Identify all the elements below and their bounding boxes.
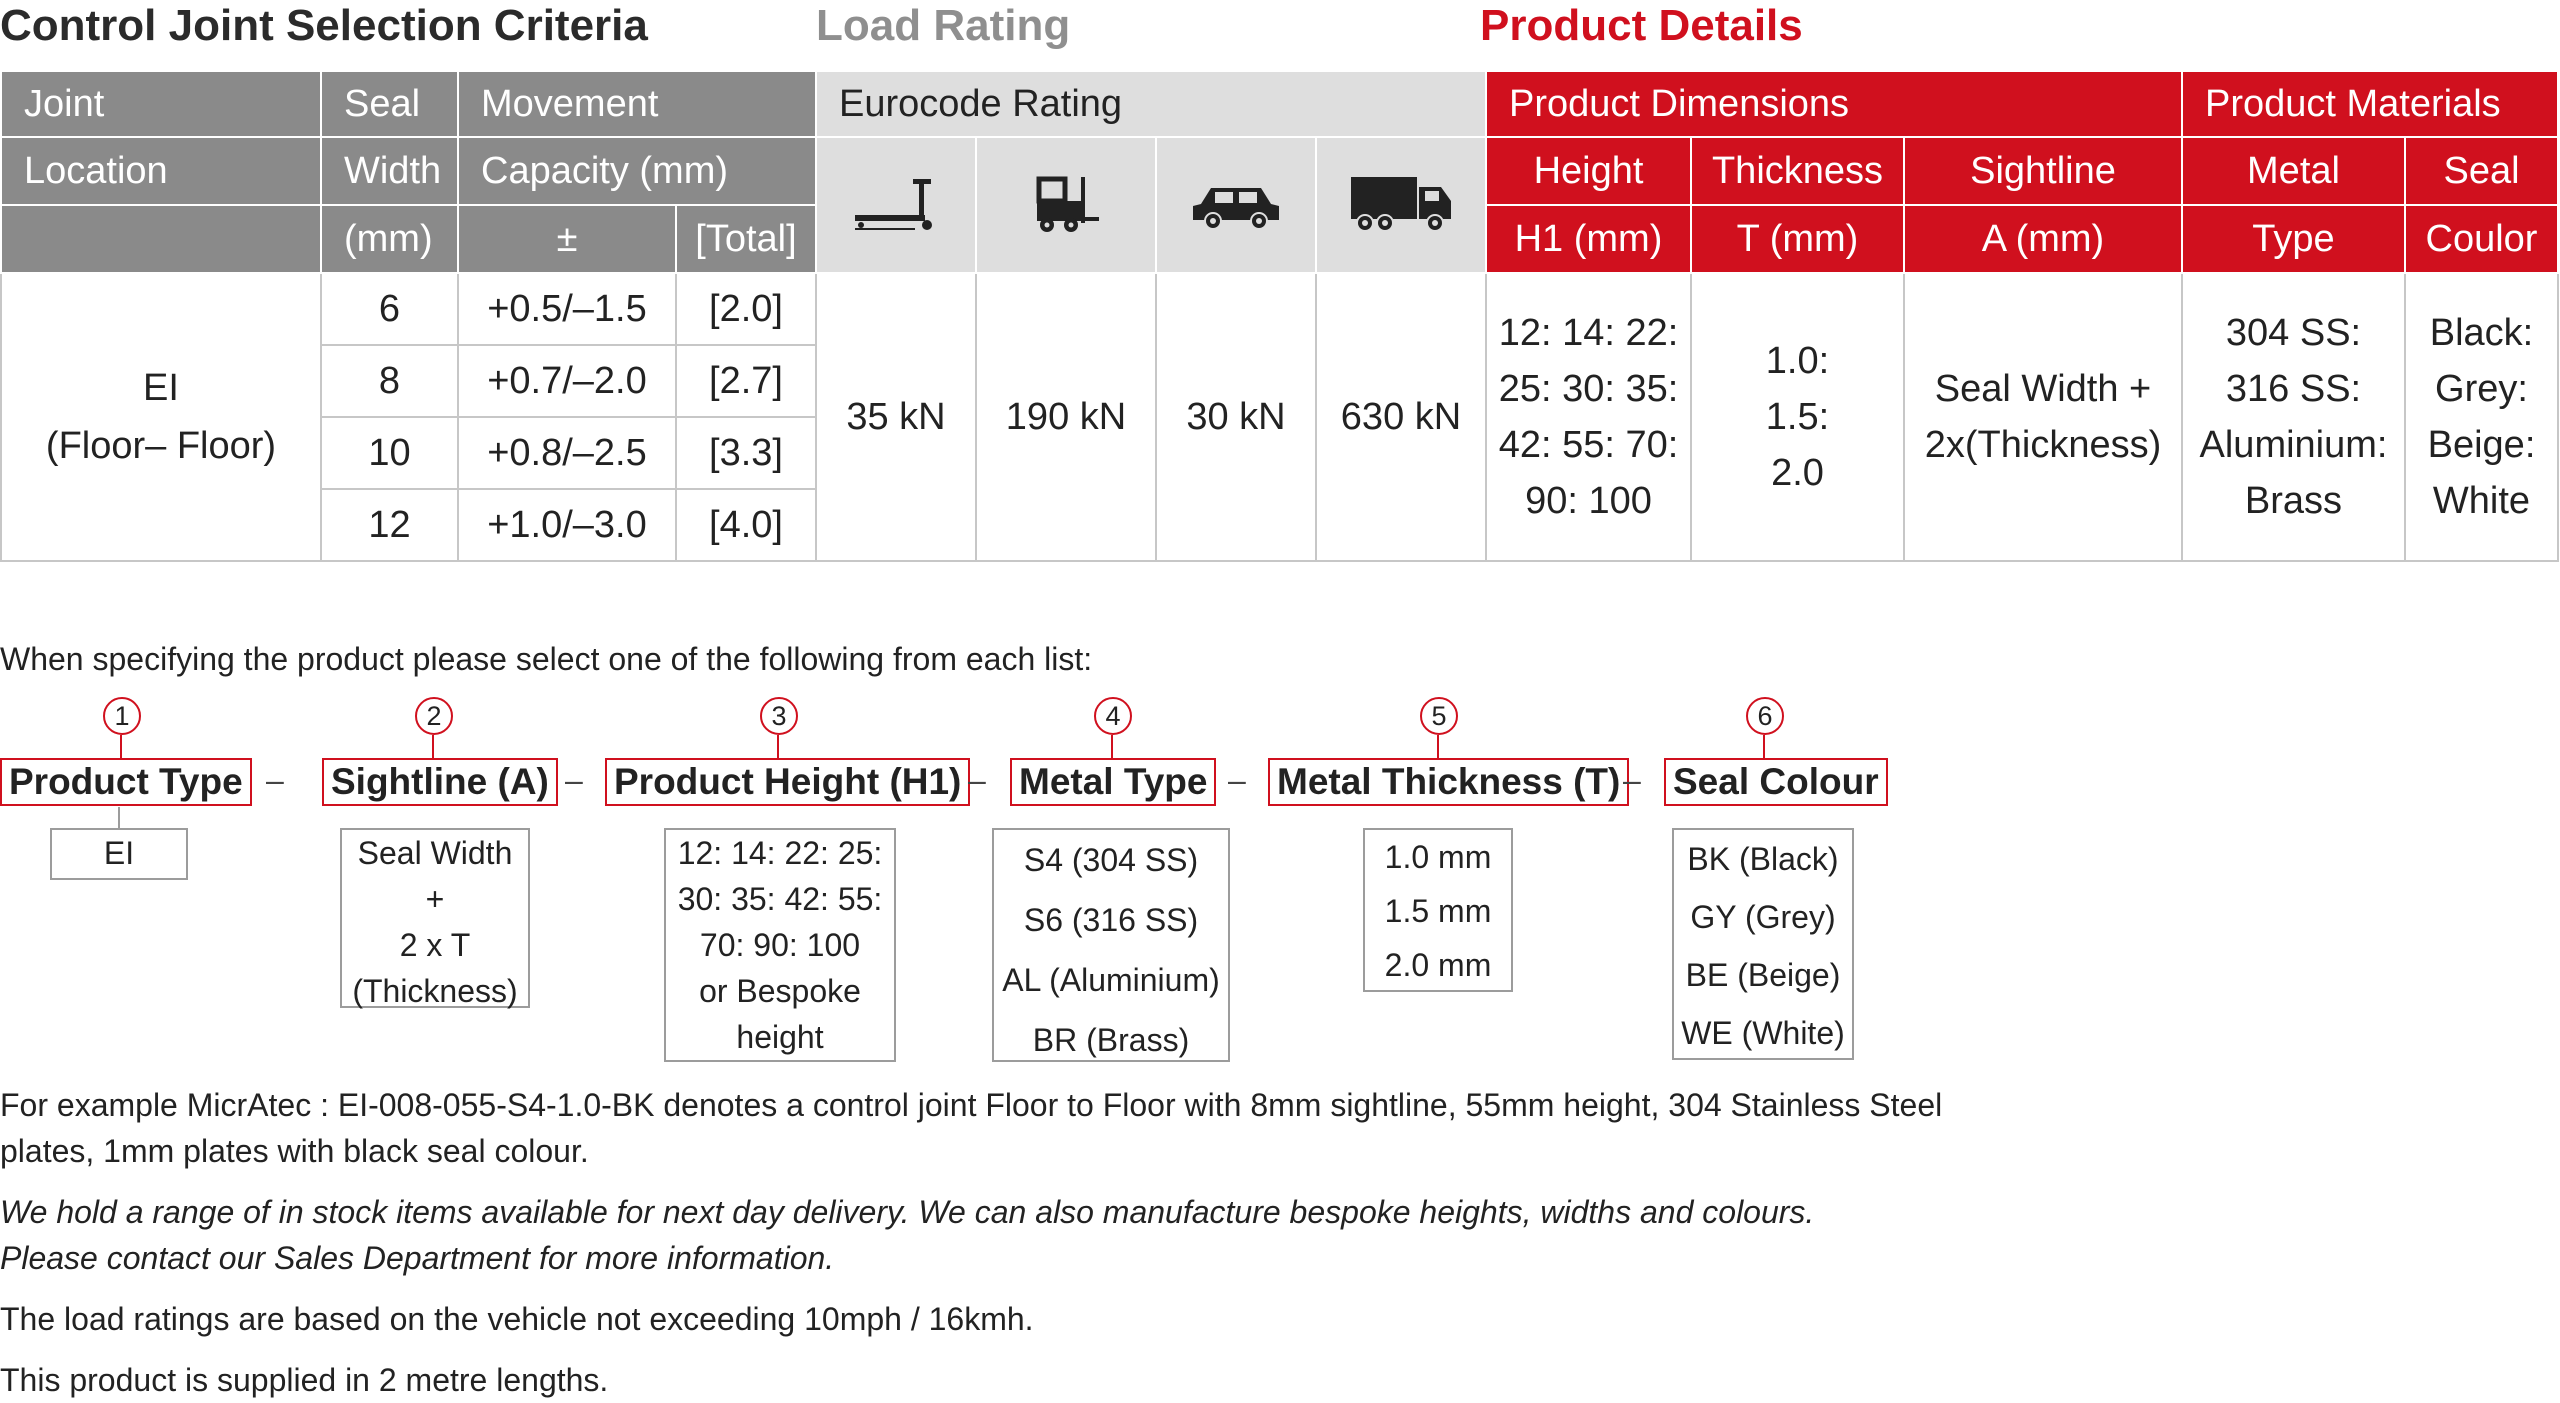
step-number-3: 3 xyxy=(760,697,798,735)
section-title-load-rating: Load Rating xyxy=(816,1,1071,50)
option-item: EI xyxy=(103,835,135,871)
step-number-5: 5 xyxy=(1420,697,1458,735)
metal-line: Brass xyxy=(2244,480,2343,522)
load-value-forklift: 190 kN xyxy=(976,273,1156,561)
header-total: [Total] xyxy=(676,205,816,273)
movement-pm-10: +0.8/–2.5 xyxy=(458,417,676,489)
load-value-truck: 630 kN xyxy=(1316,273,1486,561)
seal-line: Beige: xyxy=(2427,424,2536,466)
option-item: 70: 90: 100 xyxy=(699,927,861,963)
seal-line: White xyxy=(2432,480,2531,522)
stock-note-line-2: Please contact our Sales Department for more information. xyxy=(0,1240,835,1276)
metals-cell xyxy=(2182,273,2405,561)
option-item: 2.0 mm xyxy=(1384,947,1492,983)
sightline-line: 2x(Thickness) xyxy=(1924,424,2162,466)
metal-line: 304 SS: xyxy=(2225,312,2362,354)
separator-dash: – xyxy=(565,762,583,798)
heights-line: 25: 30: 35: xyxy=(1498,368,1679,410)
header-seal-width-2: Width xyxy=(321,137,458,205)
header-seal-2: Coulor xyxy=(2405,205,2558,273)
separator-dash: – xyxy=(266,762,284,798)
header-seal-1: Seal xyxy=(2405,137,2558,205)
header-joint-location-1: Joint xyxy=(1,71,321,137)
joint-location-cell xyxy=(1,273,321,561)
movement-pm-12: +1.0/–3.0 xyxy=(458,489,676,561)
header-sightline-2: A (mm) xyxy=(1904,205,2182,273)
header-joint-blank xyxy=(1,205,321,273)
header-metal-2: Type xyxy=(2182,205,2405,273)
seal-line: Black: xyxy=(2429,312,2534,354)
length-note: This product is supplied in 2 metre lengths. xyxy=(0,1362,609,1398)
header-metal-1: Metal xyxy=(2182,137,2405,205)
product-height-label: Product Height (H1) xyxy=(605,758,970,806)
option-item: 1.0 mm xyxy=(1384,839,1492,875)
step-number-2: 2 xyxy=(415,697,453,735)
header-thickness-2: T (mm) xyxy=(1691,205,1904,273)
header-plus-minus: ± xyxy=(458,205,676,273)
separator-dash: – xyxy=(968,762,986,798)
separator-dash: – xyxy=(1228,762,1246,798)
step-number-1: 1 xyxy=(103,697,141,735)
example-note-line-1: For example MicrAtec : EI-008-055-S4-1.0-BK denotes a control joint Floor to Floor with 8mm sightline, 55mm height, 304 Stainless Steel xyxy=(0,1087,1943,1123)
truck-icon xyxy=(1349,175,1453,235)
heights-cell xyxy=(1486,273,1691,561)
thickness-line: 1.5: xyxy=(1765,396,1830,438)
sightline-cell xyxy=(1904,273,2182,561)
option-item: 1.5 mm xyxy=(1384,893,1492,929)
heights-line: 90: 100 xyxy=(1525,480,1652,522)
metal-line: 316 SS: xyxy=(2225,368,2362,410)
seal-colour-options xyxy=(1672,828,1854,1060)
joint-description: (Floor– Floor) xyxy=(45,425,277,467)
header-seal-width-1: Seal xyxy=(321,71,458,137)
product-height-options xyxy=(664,828,896,1062)
option-item: S4 (304 SS) xyxy=(1023,842,1199,878)
step-number-4: 4 xyxy=(1094,697,1132,735)
option-item: BE (Beige) xyxy=(1685,957,1841,993)
header-movement-1: Movement xyxy=(458,71,816,137)
header-product-materials: Product Materials xyxy=(2182,71,2558,137)
thickness-cell xyxy=(1691,273,1904,561)
step-connector xyxy=(1437,735,1439,758)
seal-width-6: 6 xyxy=(321,273,458,345)
option-item: GY (Grey) xyxy=(1690,899,1836,935)
section-title-product-details: Product Details xyxy=(1480,1,1803,50)
header-sightline-1: Sightline xyxy=(1904,137,2182,205)
option-item: BK (Black) xyxy=(1687,841,1839,877)
car-icon xyxy=(1191,180,1281,230)
step-connector xyxy=(120,735,122,758)
option-item: 30: 35: 42: 55: xyxy=(677,881,883,917)
header-eurocode: Eurocode Rating xyxy=(816,71,1486,137)
option-item: BR (Brass) xyxy=(1032,1022,1190,1058)
option-item: AL (Aluminium) xyxy=(1002,962,1220,998)
heights-line: 42: 55: 70: xyxy=(1498,424,1679,466)
option-item: 12: 14: 22: 25: xyxy=(677,835,883,871)
load-car xyxy=(1156,137,1316,273)
thickness-line: 2.0 xyxy=(1771,452,1824,494)
option-item: WE (White) xyxy=(1681,1015,1845,1051)
header-joint-location-2: Location xyxy=(1,137,321,205)
pallet-truck-icon xyxy=(853,175,939,235)
seal-width-12: 12 xyxy=(321,489,458,561)
sightline-label: Sightline (A) xyxy=(322,758,558,806)
sightline-options xyxy=(340,828,530,1008)
option-item: or Bespoke xyxy=(699,973,861,1009)
heights-line: 12: 14: 22: xyxy=(1498,312,1679,354)
seal-line: Grey: xyxy=(2435,368,2528,410)
seal-width-10: 10 xyxy=(321,417,458,489)
metal-line: Aluminium: xyxy=(2199,424,2388,466)
load-value-car: 30 kN xyxy=(1156,273,1316,561)
option-item: S6 (316 SS) xyxy=(1023,902,1199,938)
header-seal-width-3: (mm) xyxy=(321,205,458,273)
metal-type-label: Metal Type xyxy=(1010,758,1216,806)
metal-thickness-label: Metal Thickness (T) xyxy=(1268,758,1629,806)
seal-width-8: 8 xyxy=(321,345,458,417)
header-product-dimensions: Product Dimensions xyxy=(1486,71,2182,137)
header-movement-2: Capacity (mm) xyxy=(458,137,816,205)
load-truck xyxy=(1316,137,1486,273)
separator-dash: – xyxy=(1623,762,1641,798)
seal-colour-label: Seal Colour xyxy=(1664,758,1888,806)
sightline-line: Seal Width + xyxy=(1934,368,2152,410)
movement-total-8: [2.7] xyxy=(676,345,816,417)
product-type-options xyxy=(50,828,188,880)
spec-table xyxy=(0,70,2559,562)
step-number-6: 6 xyxy=(1746,697,1784,735)
option-item: height xyxy=(736,1019,824,1055)
seals-cell xyxy=(2405,273,2558,561)
header-height-1: Height xyxy=(1486,137,1691,205)
load-value-pallet: 35 kN xyxy=(816,273,976,561)
metal-thickness-options xyxy=(1363,828,1513,992)
movement-total-12: [4.0] xyxy=(676,489,816,561)
section-title-criteria: Control Joint Selection Criteria xyxy=(0,1,648,50)
spec-intro: When specifying the product please select one of the following from each list: xyxy=(0,641,1093,677)
step-connector xyxy=(1763,735,1765,758)
speed-note: The load ratings are based on the vehicle not exceeding 10mph / 16kmh. xyxy=(0,1301,1034,1337)
forklift-icon xyxy=(1031,175,1101,235)
load-forklift xyxy=(976,137,1156,273)
option-item: (Thickness) xyxy=(352,973,518,1009)
joint-type: EI xyxy=(143,367,179,409)
step-connector xyxy=(1111,735,1113,758)
header-height-2: H1 (mm) xyxy=(1486,205,1691,273)
load-pallet-truck xyxy=(816,137,976,273)
stock-note-line-1: We hold a range of in stock items available for next day delivery. We can also manufacture bespoke heights, widths and colours. xyxy=(0,1194,1815,1230)
movement-total-6: [2.0] xyxy=(676,273,816,345)
step-connector xyxy=(432,735,434,758)
example-note-line-2: plates, 1mm plates with black seal colour. xyxy=(0,1133,589,1169)
movement-total-10: [3.3] xyxy=(676,417,816,489)
movement-pm-8: +0.7/–2.0 xyxy=(458,345,676,417)
header-thickness-1: Thickness xyxy=(1691,137,1904,205)
option-connector xyxy=(118,807,120,828)
thickness-line: 1.0: xyxy=(1765,340,1830,382)
product-type-label: Product Type xyxy=(0,758,252,806)
option-item: + xyxy=(425,881,445,917)
step-connector xyxy=(777,735,779,758)
metal-type-options xyxy=(992,828,1230,1062)
option-item: Seal Width xyxy=(357,835,513,871)
option-item: 2 x T xyxy=(399,927,471,963)
movement-pm-6: +0.5/–1.5 xyxy=(458,273,676,345)
